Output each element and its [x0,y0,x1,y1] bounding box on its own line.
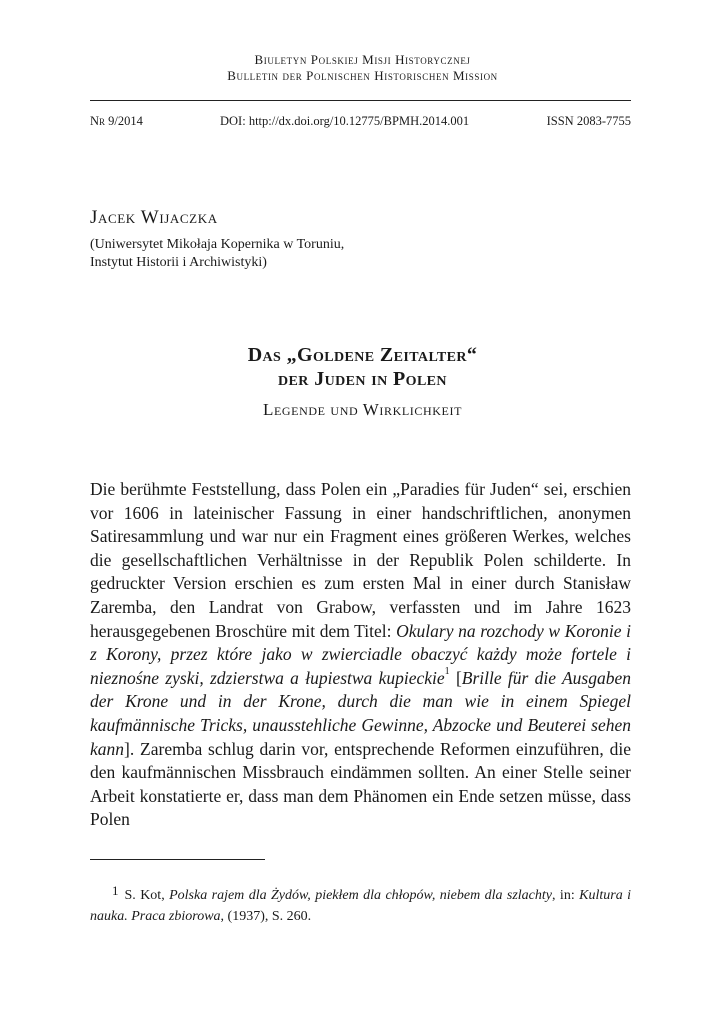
issue-number: Nr 9/2014 [90,114,143,128]
journal-header [0,52,725,84]
footnote-divider [90,859,265,860]
article-subtitle: Legende und Wirklichkeit [263,400,462,419]
header-divider [90,100,631,101]
issn: ISSN 2083-7755 [546,114,631,128]
article-title-line-2: der Juden in Polen [278,368,447,390]
footnote-author: S. Kot, [124,888,170,903]
body-text-part-1: Die berühmte Feststellung, dass Polen ein „Paradies für Juden“ sei, erschien vor 1606 in lateinischer Fassung in einer handschriftlichen, anonymen Satiresammlung und war nur ein Fragment eines größeren Werkes, welches die gesellschaftlichen Verhältnisse in der Republik Polen schilderte. In gedruckter Version erschien es zum ersten Mal in einer durch Stanisław Zaremba, den Landrat von Grabow, verfassten und im Jahre 1623 herausgegebenen Broschüre mit dem Titel: [90,479,631,641]
journal-title-german: Bulletin der Polnischen Historischen Mission [227,68,498,83]
article-title-line-1: Das „Goldene Zeitalter“ [247,344,478,366]
footnote-rest: , (1937), S. 260. [220,909,312,924]
footnote-source: Kultura i nauka. Praca zbiorowa [90,888,631,924]
issue-meta [90,113,631,129]
footnote-number: 1 [112,883,119,898]
affiliation-line-1: (Uniwersytet Mikołaja Kopernika w Toruniu, [90,237,345,252]
author-name: Jacek Wijaczka [90,207,218,228]
footnote-title: Polska rajem dla Żydów, piekłem dla chłopów, niebem dla szlachty [169,888,553,903]
footnote-in: , in: [552,888,580,903]
footnote-reference[interactable]: 1 [444,665,450,677]
affiliation-line-2: Instytut Historii i Archiwistyki) [90,255,267,270]
body-paragraph [90,478,631,832]
bracket-open: [ [449,667,462,688]
doi-link[interactable]: DOI: http://dx.doi.org/10.12775/BPMH.2014.001 [220,114,470,128]
body-text-part-2: ]. Zaremba schlug darin vor, entsprechende Reformen einzuführen, die den kaufmännischen Missbrauch eindämmen sollten. An einer Stelle seiner Arbeit konstatierte er, dass man dem Phänomen ein Ende setzen müsse, dass Polen [90,738,631,830]
author-affiliation [90,236,344,272]
footnote [90,880,631,927]
polish-title-italic: Okulary na rozchody w Koronie i z Korony, przez które jako w zwierciadle obaczyć każdy może fortele i nieznośne zyski, zdzierstwa a łupiestwa kupieckie [90,620,631,688]
german-title-italic: Brille für die Ausgaben der Krone und in der Krone, durch die man wie in einem Spiegel kaufmännische Tricks, unausstehliche Gewinne, Abzocke und Beuterei sehen kann [90,667,632,759]
journal-title-polish: Biuletyn Polskiej Misji Historycznej [254,52,471,67]
article-title [0,343,725,391]
